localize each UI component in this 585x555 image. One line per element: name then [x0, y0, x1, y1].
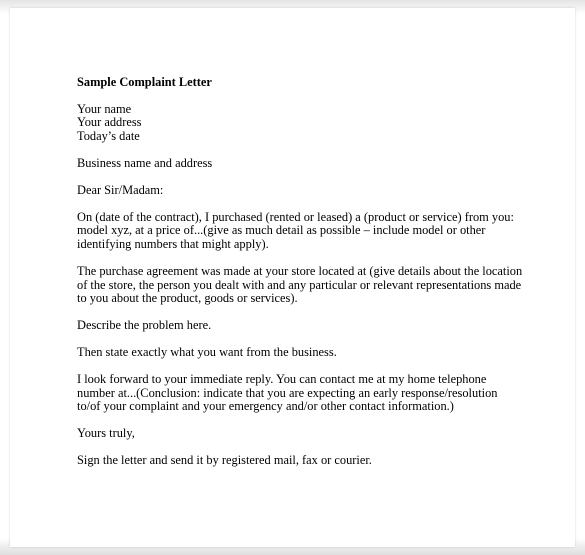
- letter-title: Sample Complaint Letter: [77, 75, 212, 89]
- paragraph-store-details: [77, 265, 527, 306]
- recipient-line: Business name and address: [77, 155, 213, 170]
- salutation: [77, 184, 527, 198]
- paragraph-line: On (date of the contract), I purchased (rented or leased) a (product or service) from you:: [77, 209, 514, 224]
- letter-body: [77, 76, 527, 481]
- paragraph-line: of the store, the person you dealt with and any particular or relevant representations made: [77, 277, 522, 292]
- paragraph-problem: [77, 319, 527, 333]
- paragraph-line: identifying numbers that might apply).: [77, 236, 269, 251]
- paragraph-line: to you about the product, goods or services).: [77, 291, 298, 306]
- paragraph-line: The purchase agreement was made at your store located at (give details about the location: [77, 263, 523, 278]
- salutation-text: Dear Sir/Madam:: [77, 182, 164, 197]
- closing-text: Yours truly,: [77, 426, 135, 441]
- paragraph-conclusion: [77, 373, 527, 414]
- paragraph-line: Describe the problem here.: [77, 318, 212, 333]
- instruction: [77, 454, 527, 468]
- instruction-text: Sign the letter and send it by registered mail, fax or courier.: [77, 453, 372, 468]
- closing: [77, 427, 527, 441]
- paragraph-line: I look forward to your immediate reply. You can contact me at my home telephone: [77, 372, 487, 387]
- paragraph-line: Then state exactly what you want from the business.: [77, 345, 337, 360]
- recipient-block: [77, 157, 527, 171]
- sender-name: Your name: [77, 101, 132, 116]
- sender-block: [77, 103, 527, 144]
- paragraph-purchase-details: [77, 211, 527, 252]
- paragraph-line: to/of your complaint and your emergency and/or other contact information.): [77, 399, 454, 414]
- paragraph-line: number at...(Conclusion: indicate that you are expecting an early response/resolution: [77, 385, 498, 400]
- paragraph-line: model xyz, at a price of...(give as much detail as possible – include model or other: [77, 223, 486, 238]
- document-page: [10, 8, 575, 547]
- sender-date: Today’s date: [77, 128, 140, 143]
- paragraph-request: [77, 346, 527, 360]
- sender-address: Your address: [77, 115, 142, 130]
